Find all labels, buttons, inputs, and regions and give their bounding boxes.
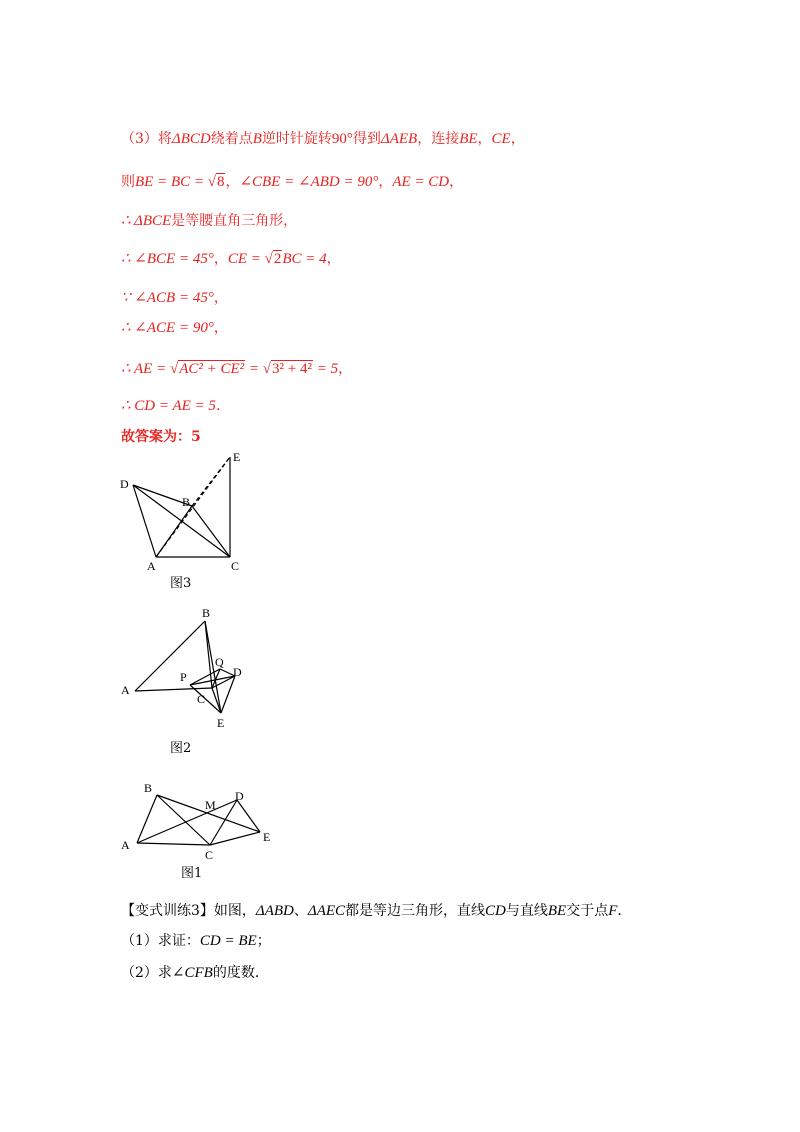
- solution-line-7: ∴ AE = √AC² + CE² = √3² + 4² = 5，: [121, 361, 353, 377]
- fig1-label-D: D: [235, 789, 244, 803]
- solution-line-4: ∴ ∠BCE = 45°，CE = √2BC = 4，: [121, 251, 341, 267]
- solution-line-2: 则BE = BC = √8，∠CBE = ∠ABD = 90°，AE = CD，: [121, 174, 464, 190]
- fig2-segment-AC: [135, 688, 212, 691]
- answer-line: 故答案为：5: [121, 429, 201, 445]
- fig2-label-B: B: [202, 606, 211, 620]
- fig3-label-B: B: [182, 495, 191, 509]
- fig3-caption: 图3: [170, 576, 192, 591]
- fig3-segment-DA: [133, 485, 156, 557]
- fig1-label-C: C: [205, 848, 214, 862]
- fig3-label-A: A: [147, 559, 156, 573]
- fig3-segment-BE: [192, 457, 230, 506]
- fig2-label-P: P: [180, 670, 187, 684]
- fig1-segment-CE: [210, 832, 260, 845]
- fig2-label-A: A: [121, 683, 130, 697]
- exercise-title-line: 【变式训练3】如图，ΔABD、ΔAEC都是等边三角形，直线CD与直线BE交于点F．: [121, 903, 632, 919]
- fig2-label-D: D: [233, 665, 242, 679]
- fig1-label-A: A: [121, 838, 130, 852]
- solution-line-6: ∴ ∠ACE = 90°，: [121, 320, 228, 336]
- fig3-label-C: C: [231, 559, 240, 573]
- fig1-segment-BC: [157, 795, 210, 845]
- fig1-label-E: E: [263, 830, 271, 844]
- solution-line-1: （3）将ΔBCD绕着点B逆时针旋转90°得到ΔAEB，连接BE，CE，: [121, 131, 525, 147]
- solution-line-8: ∴ CD = AE = 5.: [121, 398, 221, 414]
- fig1-segment-AC: [137, 843, 210, 845]
- fig1-segment-DE: [237, 800, 260, 832]
- exercise-question-1: （1）求证：CD = BE；: [121, 933, 271, 949]
- exercise-question-2: （2）求∠CFB的度数．: [121, 965, 269, 981]
- fig2-caption: 图2: [170, 741, 192, 756]
- fig1-caption: 图1: [181, 866, 203, 881]
- fig1-label-M: M: [205, 798, 216, 812]
- fig2-label-E: E: [217, 716, 225, 730]
- fig3-label-D: D: [120, 477, 129, 491]
- fig2-label-Q: Q: [215, 655, 224, 669]
- fig2-label-C: C: [197, 692, 206, 706]
- solution-line-5: ∵ ∠ACB = 45°，: [121, 290, 228, 306]
- fig2-segment-PD: [190, 676, 235, 685]
- fig1-label-B: B: [144, 781, 153, 795]
- fig3-segment-BC: [192, 506, 230, 557]
- fig2-segment-AB: [135, 621, 205, 691]
- solution-line-3: ∴ ΔBCE是等腰直角三角形，: [121, 213, 298, 229]
- fig3-label-E: E: [233, 450, 241, 464]
